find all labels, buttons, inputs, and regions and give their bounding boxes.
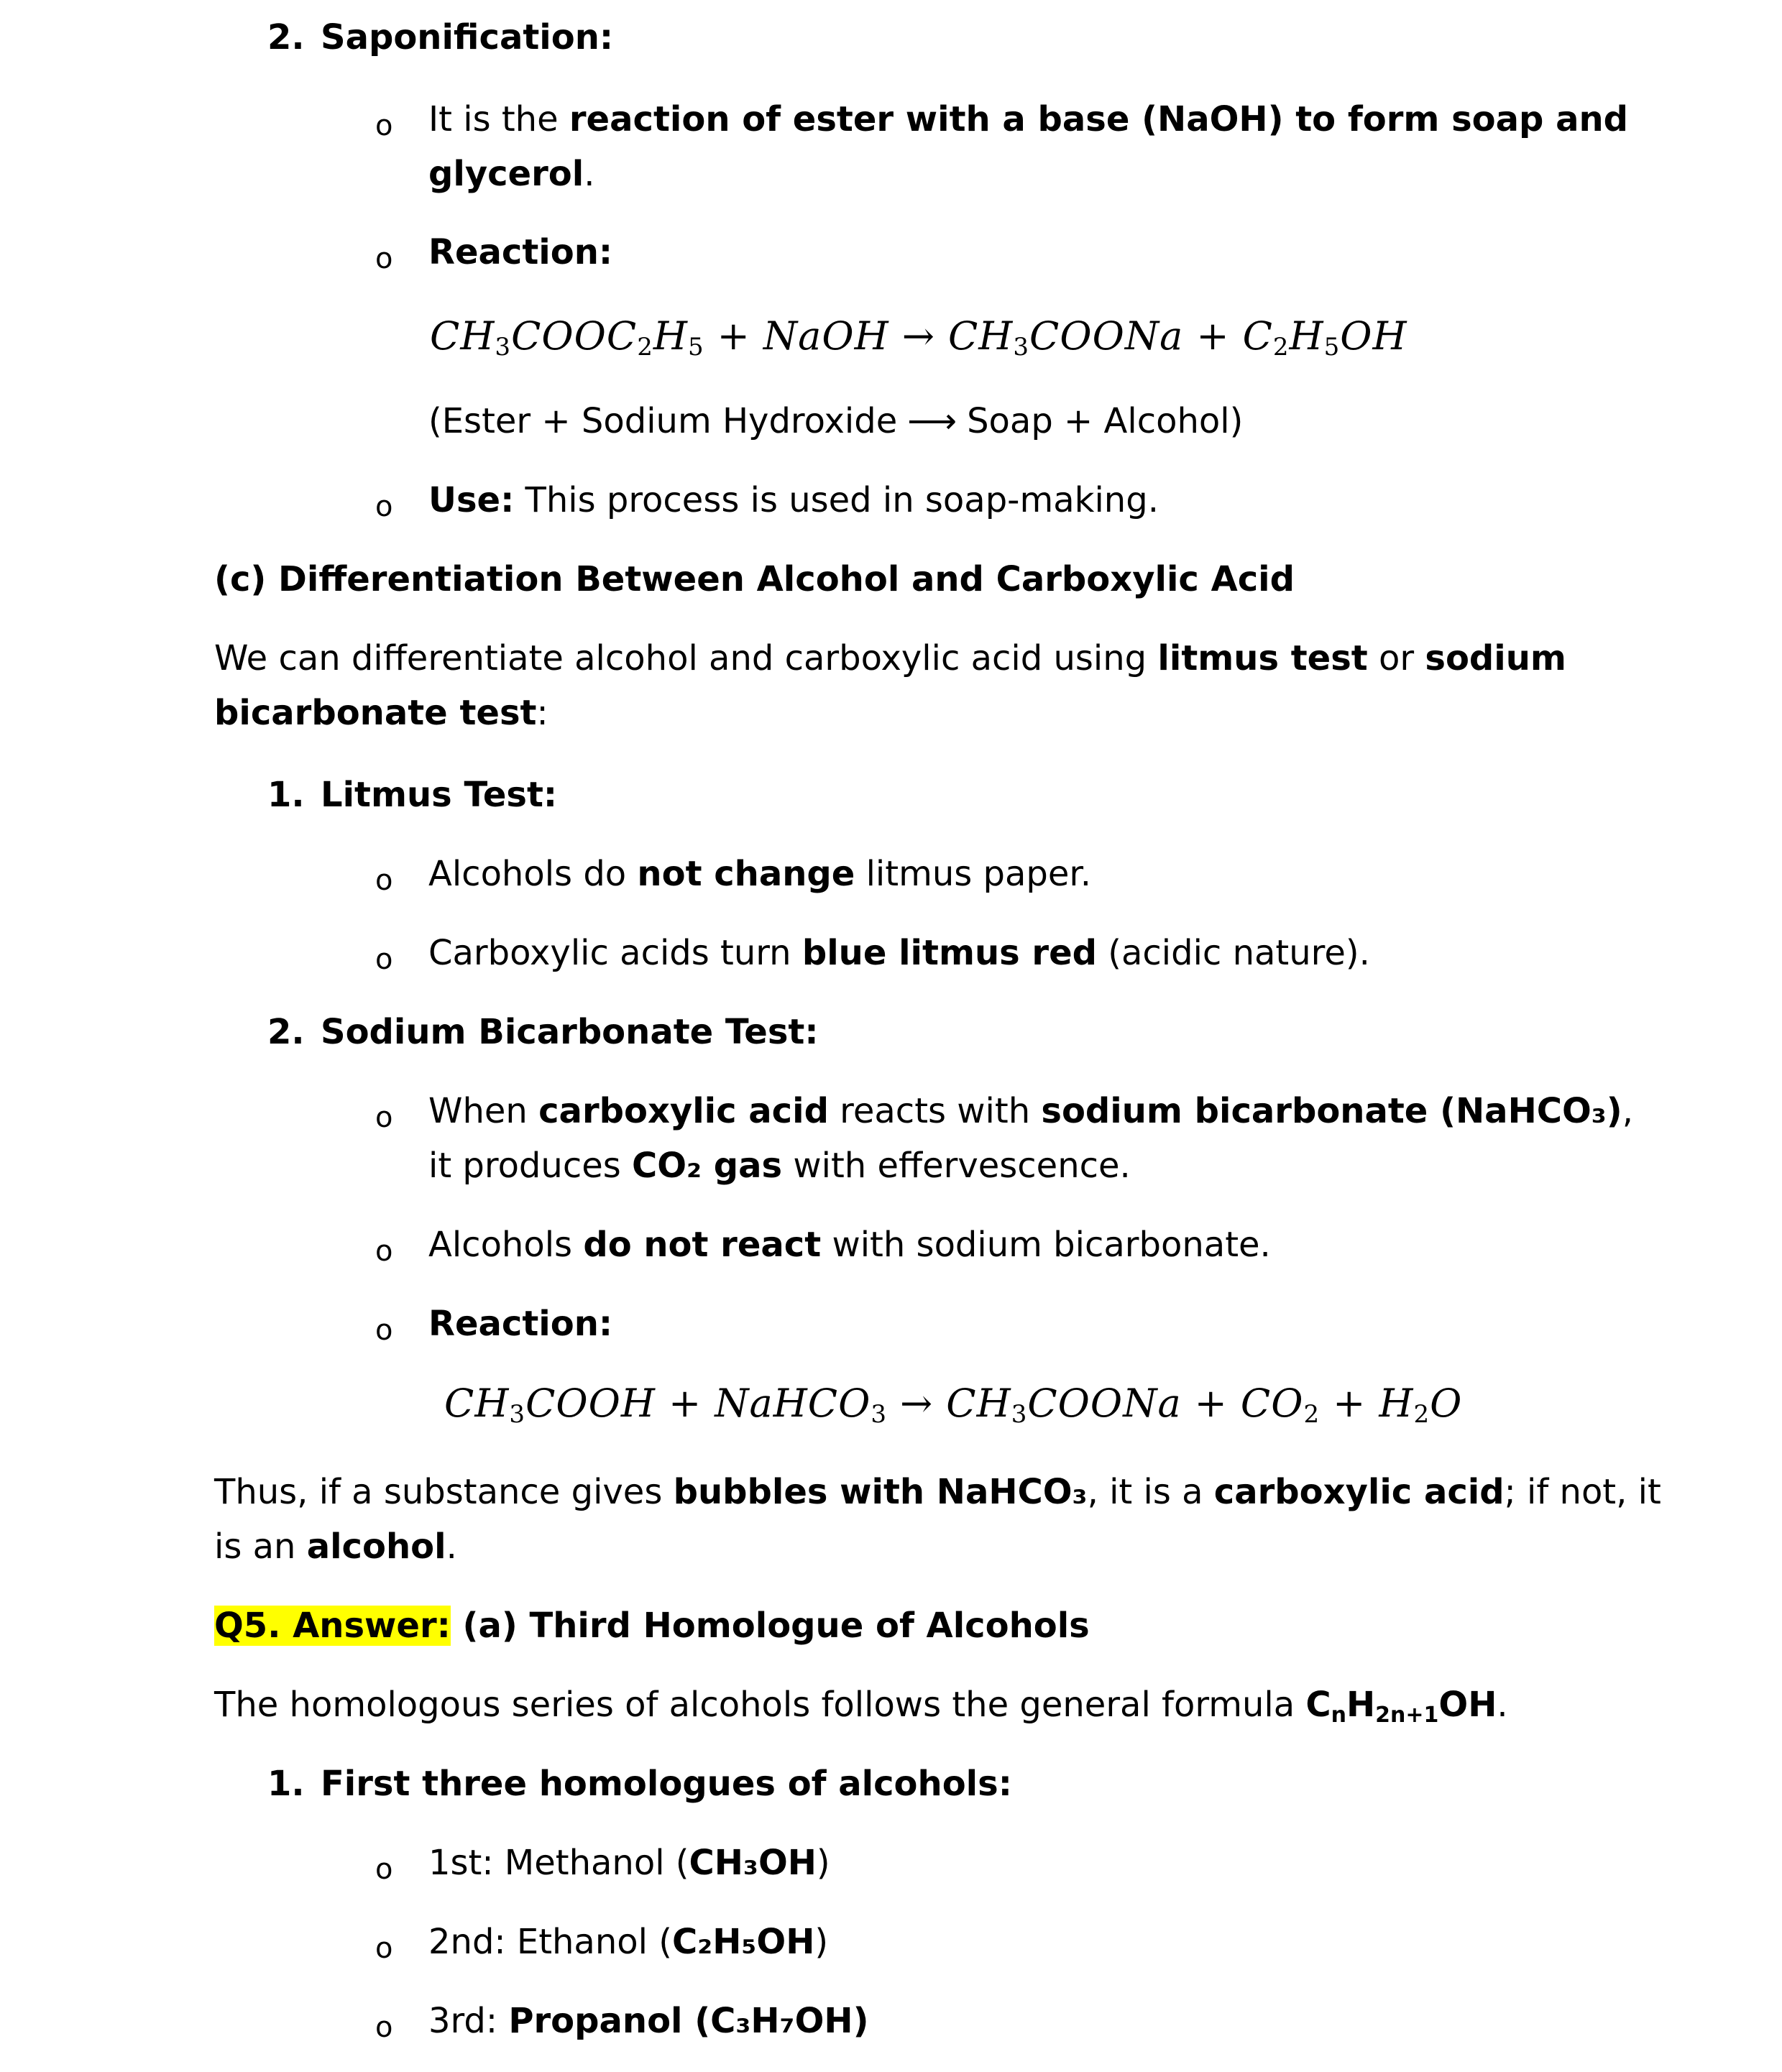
list-item: 3rd: Propanol (C₃H₇OH) [428,2001,869,2041]
bullet-icon: o [375,1235,393,1268]
list-number: 2. [267,17,305,57]
bullet-icon: o [375,109,393,142]
use-line: Use: This process is used in soap-making. [428,480,1159,520]
intro-line-1: We can differentiate alcohol and carboxylic acid using litmus test or sodium [214,638,1566,678]
subsection-title: Litmus Test: [321,775,558,815]
bullet-icon: o [375,1314,393,1347]
bullet-icon: o [375,1853,393,1886]
general-formula-line: The homologous series of alcohols follows the general formula $C_nH_{2n+1}OH$. [214,1685,1508,1728]
section-heading: (c) Differentiation Between Alcohol and Carboxylic Acid [214,559,1295,599]
list-item-line-1: When carboxylic acid reacts with sodium bicarbonate (NaHCO₃), [428,1091,1633,1131]
answer-highlight: Q5. Answer: [214,1606,451,1646]
definition-line-2: glycerol. [428,154,595,194]
reaction-label: Reaction: [428,232,613,272]
q5-heading: Q5. Answer: (a) Third Homologue of Alcohols [214,1606,1090,1646]
conclusion-line-1: Thus, if a substance gives bubbles with NaHCO₃, it is a carboxylic acid; if not, it [214,1472,1661,1512]
subsection-title: First three homologues of alcohols: [321,1764,1012,1804]
bullet-icon: o [375,242,393,275]
reaction-label: Reaction: [428,1304,613,1344]
bullet-icon: o [375,864,393,897]
list-item: Alcohols do not change litmus paper. [428,854,1091,894]
word-equation: (Ester + Sodium Hydroxide ⟶ Soap + Alcohol) [428,401,1244,441]
list-item: Carboxylic acids turn blue litmus red (acidic nature). [428,933,1370,973]
list-number: 2. [267,1012,305,1052]
list-item-line-2: it produces CO₂ gas with effervescence. [428,1146,1131,1186]
bicarbonate-equation: $CH_3COOH$ + NaHCO$_3$ → $CH_3COONa + CO_2 + H_2O$ [444,1381,1463,1429]
list-number: 1. [267,1764,305,1804]
subsection-title: Saponification: [321,17,614,57]
list-item: Alcohols do not react with sodium bicarbonate. [428,1225,1271,1265]
saponification-equation: $CH_3COOC_2H_5$ + NaOH → $CH_3COONa + C_2H_5OH$ [430,313,1407,362]
list-item: 1st: Methanol (CH₃OH) [428,1843,830,1883]
bullet-icon: o [375,1932,393,1965]
bullet-icon: o [375,943,393,976]
bullet-icon: o [375,1101,393,1134]
bullet-icon: o [375,2011,393,2044]
conclusion-line-2: is an alcohol. [214,1527,457,1567]
list-item: 2nd: Ethanol (C₂H₅OH) [428,1922,829,1962]
definition-line-1: It is the reaction of ester with a base (NaOH) to form soap and [428,99,1629,139]
bullet-icon: o [375,490,393,523]
list-number: 1. [267,775,305,815]
intro-line-2: bicarbonate test: [214,693,548,733]
subsection-title: Sodium Bicarbonate Test: [321,1012,819,1052]
